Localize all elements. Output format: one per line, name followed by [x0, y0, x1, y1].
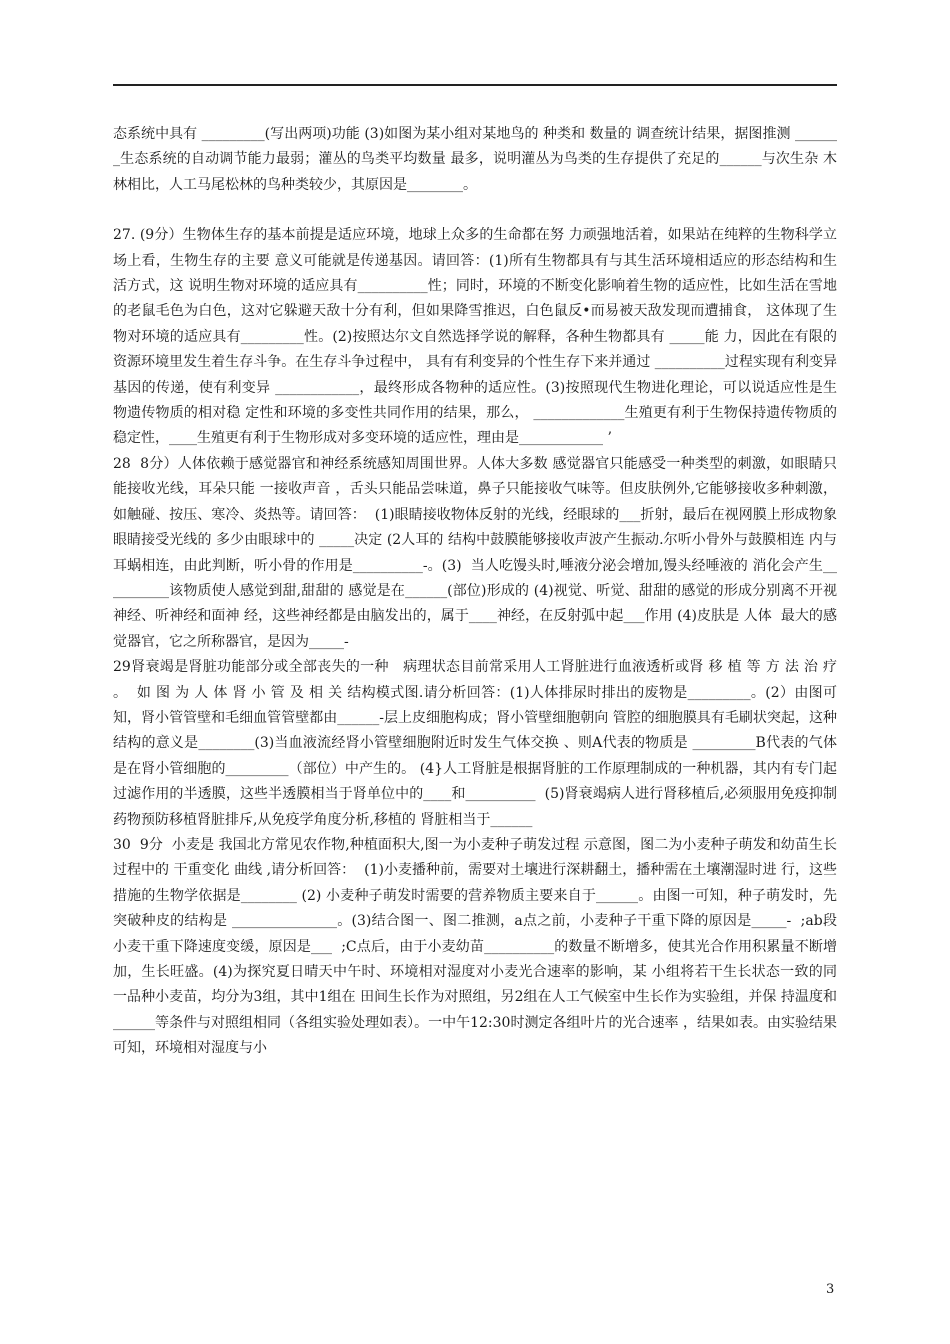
page-body — [113, 122, 842, 1062]
question-29: 29肾衰竭是肾脏功能部分或全部丧失的一种 病理状态目前常采用人工肾脏进行血液透析或肾 移 植 等 方 法 治 疗 。 如 图 为 人 体 肾 小 管 及 相 关 结构模式图.请分析回答：(1)人体排尿时排出的废物是_________。(2）由图可知，肾小管管壁和毛细血管管壁都由______-层上皮细胞构成；肾小管壁细胞朝向 管腔的细胞膜具有毛刷状突起，这种结构的意义是________(3)当血液流经肾小管壁细胞附近时发生气体交换 、则A代表的物质是 _________B代表的气体是在肾小管细胞的_________（部位）中产生的。 (4}人工肾脏是根据肾脏的工作原理制成的一种机器，其内有专门起过滤作用的半透膜，这些半透膜相当于肾单位中的____和__________ (5)肾衰竭病人进行肾移植后,必须服用免疫抑制药物预防移植肾脏排斥,从免疫学角度分析,移植的 肾脏相当于______ — [113, 659, 842, 828]
question-28: 28 8分）人体依赖于感觉器官和神经系统感知周围世界。人体大多数 感觉器官只能感受一种类型的刺激，如眼睛只能接收光线，耳朵只能 一接收声音 ，舌头只能品尝味道，鼻子只能接收气味等。但皮肤例外,它能够接收多种刺激，如触碰、按压、寒冷、炎热等。请回答： (1)眼睛接收物体反射的光线，经眼球的___折射，最后在视网膜上形成物象眼睛接受光线的 多少由眼球中的 _____决定 (2人耳的 结构中鼓膜能够接收声波产生振动.尔听小骨外与鼓膜相连 内与耳蜗相连，由此判断，听小骨的作用是__________-。(3) 当人吃馒头时,唾液分泌会增加,馒头经唾液的 消化会产生__________该物质使人感觉到甜,甜甜的 感觉是在______(部位)形成的 (4)视觉、听觉、甜甜的感觉的形成分别离不开视神经、听神经和面神 经，这些神经都是由脑发出的，属于____神经，在反射弧中起___作用 (4)皮肤是 人体 最大的感觉器官，它之所称器官，是因为_____- — [113, 455, 837, 650]
page-number: 3 — [826, 1282, 835, 1297]
paragraph-gap — [113, 198, 837, 223]
header-rule — [113, 84, 837, 86]
continued-question-text: 态系统中具有 _________(写出两项)功能 (3)如图为某小组对某地鸟的 种类和 数量的 调查统计结果，据图推测 _______生态系统的自动调节能力最弱；灌丛的鸟类平均数量 最多，说明灌丛为鸟类的生存提供了充足的______与次生杂 木林相比，人工马尾松林的鸟种类较少，其原因是________。 — [113, 126, 837, 193]
question-27: 27. (9分）生物体生存的基本前提是适应环境，地球上众多的生命都在努 力顽强地活着，如果站在纯粹的生物科学立场上看，生物生存的主要 意义可能就是传递基因。请回答：(1)所有生物都具有与其生活环境相适应的形态结构和生活方式，这 说明生物对环境的适应具有__________性；同时，环境的不断变化影响着生物的适应性，比如生活在雪地的老鼠毛色为白色，这对它躲避天敌十分有利，但如果降雪推迟，白色鼠反•而易被天敌发现而遭捕食， 这体现了生物对环境的适应具有_________性。(2)按照达尔文自然选择学说的解释，各种生物都具有 _____能 力，因此在有限的资源环境里发生着生存斗争。在生存斗争过程中， 具有有利变异的个性生存下来并通过 __________过程实现有利变异基因的传递，使有利变异 ____________，最终形成各物种的适应性。(3)按照现代生物进化理论，可以说适应性是生物遗传物质的相对稳 定性和环境的多变性共同作用的结果，那么， _____________生殖更有利于生物保持遗传物质的稳定性，____生殖更有利于生物形成对多变环境的适应性，理由是____________ ’ — [113, 227, 837, 447]
question-30: 30 9分 小麦是 我国北方常见农作物,种植面积大,图一为小麦种子萌发过程 示意图，图二为小麦种子萌发和幼苗生长 过程中的 干重变化 曲线 ,请分析回答： (1)小麦播种前，需要对土壤进行深耕翻土，播种需在土壤潮湿时进 行，这些措施的生物学依据是________ (2) 小麦种子萌发时需要的营养物质主要来自于______。由图一可知，种子萌发时，先突破种皮的结构是 _______________。(3)结合图一、图二推测，a点之前，小麦种子干重下降的原因是_____- ;ab段小麦干重下降速度变缓，原因是___ ;C点后，由于小麦幼苗__________的数量不断增多，使其光合作用积累量不断增加，生长旺盛。(4)为探究夏日晴天中午时、环境相对湿度对小麦光合速率的影响，某 小组将若干生长状态一致的同一品种小麦苗，均分为3组，其中1组在 田间生长作为对照组，另2组在人工气候室中生长作为实验组，并保 持温度和 ______等条件与对照组相同（各组实验处理如表）。一中午12:30时测定各组叶片的光合速率 ，结果如表。由实验结果可知，环境相对湿度与小 — [113, 836, 842, 1057]
